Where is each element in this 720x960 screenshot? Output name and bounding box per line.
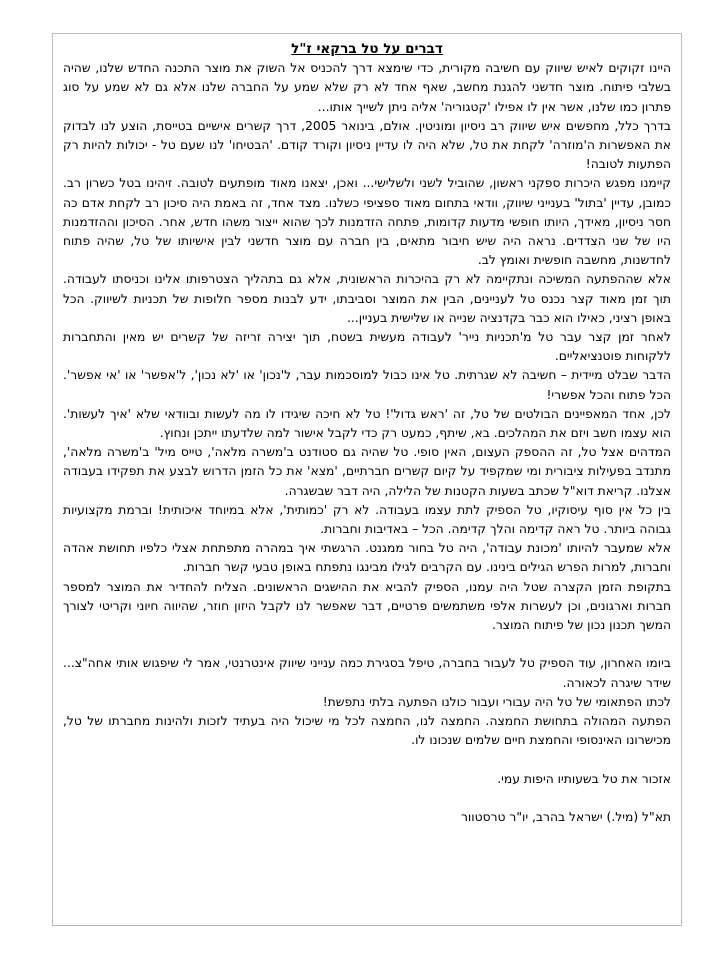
- paragraph-12: ביומו האחרון, עוד הספיק טל לעבור בחברה, טיפל בסגירת כמה ענייני שיווק אינטרנטי, אמר לי שיפגוש אותי אחה"צ... שידר שיגרה לכאורה.: [63, 656, 671, 690]
- paragraph-1: היינו זקוקים לאיש שיווק עם חשיבה מקורית, כדי שימצא דרך להכניס אל השוק את מוצר התכנה החדש שלנו, שהיה בשלבי פיתוח. מוצר חדשני להגנת מחשב, שאף אחד לא רק שלא שמע על החברה שלנו אלא גם לא שמע על סוג פתרון כמו שלנו, אשר אין לו אפילו 'קטגוריה' אליה ניתן לשייך אותו...: [63, 61, 671, 114]
- paragraph-2: בדרך כלל, מחפשים איש שיווק רב ניסיון ומוניטין. אולם, בינואר 2005, דרך קשרים אישיים בטייסת, הוצע לנו לבדוק את האפשרות ה'מוזרה' לקחת את טל, שלא היה לו עדיין ניסיון וקורד קודם. 'הבטיחו' לנו שעם טל - יכולות להיות רק הפתעות לטובה!: [63, 118, 671, 172]
- paragraph-11: בתקופת הזמן הקצרה שטל היה עמנו, הספיק להביא את ההישגים הראשונים. הצליח להחדיר את המוצר למספר חברות וארגונים, וכן לעשרות אלפי משתמשים פרטיים, דבר שאפשר לנו לקבל היזון חוזר, שהיווה חיוני וקריטי לצורך המשך תכנון נכון של פיתוח המוצר.: [63, 579, 671, 633]
- signature-line: תא"ל (מיל.) ישראל בהרב, יו"ר טרסטוור: [460, 810, 671, 825]
- paragraph-5: לאחר זמן קצר עבר טל מ'תכניות נייר' לעבודה מעשית בשטח, תוך יצירה זריזה של קשרים יש מאין והתחברות ללקוחות פוטנציאליים.: [63, 330, 671, 364]
- paragraph-spacer: [63, 751, 671, 770]
- paragraph-9: בין כל אין סוף עיסוקיו, טל הספיק לתת עצמו בעבודה. לא רק 'כמותית', אלא במיוחד איכותית! וברמת מקצועיות גבוהה ביותר. טל ראה קדימה והלך קדימה. הכל – באדיבות וחברות.: [63, 502, 671, 537]
- paragraph-3: קיימנו מפגש היכרות ספקני ראשון, שהוביל לשני ולשלישי... ואכן, יצאנו מאוד מופתעים לטובה. זיהינו בטל כשרון רב. כמובן, עדיין 'בתול' בענייני שיווק, וודאי בתחום מאוד ספציפי כשלנו. מצד אחד, זה באמת היה סיכון רב לקחת אדם כה חסר ניסיון, מאידך, היותו חופשי מדעות קדומות, פתחה הזדמנות לכך שהוא ייצור משהו חדש, אחר. הסיכון וההזדמנות היו של שני הצדדים. נראה היה שיש חיבור מתאים, בין חברה עם מוצר חדשני לבין אישיותו של טל, שהיה פתוח לחדשנות, מחשבה חופשית ואומץ לב.: [63, 176, 671, 268]
- document-page: [52, 33, 682, 926]
- paragraph-10: אלא שמעבר להיותו 'מכונת עבודה', היה טל בחור ממגנט. הרגשתי איך במהרה מתפתחת אצלי כלפיו תחושת אהדה וחברות, למרות הפרש הגילים בינינו. עם הקרבים לגילו מבינגו נתפתח באופן טבעי קשר חברות.: [63, 541, 671, 575]
- paragraph-7: לכן, אחד המאפיינים הבולטים של טל, זה 'ראש גדול'! טל לא חיכה שיגידו לו מה לעשות ובוודאי שלא 'איך לעשות'. הוא עצמו חשב ויזם את המהלכים. בא, שיתף, כמעט רק כדי לקבל אישור למה שלדעתו ייתכן ונחוץ.: [63, 406, 671, 441]
- document-body: [63, 40, 671, 827]
- paragraph-14: הפתעה המהולה בתחושת החמצה. החמצה לנו, החמצה לכל מי שיכול היה בעתיד לזכות ולהינות מחברתו של טל, מכישרונו האינסופי והחמצת חיים שלמים שנכונו לו.: [63, 714, 671, 748]
- paragraph-spacer: [63, 635, 671, 654]
- paragraph-4: אלא שההפתעה המשיכה ונתקיימה לא רק בהיכרות הראשונית, אלא גם בתהליך הצטרפותו אלינו וכניסתו לעבודה. תוך זמן מאוד קצר נכנס טל לעניינים, הבין את המוצר וסביבתו, ידע לבנות מספר חלופות של תכניות לשיווק. הכל באופן רציני, כאילו הוא כבר בקדנציה שנייה או שלישית בעניין...: [63, 272, 671, 325]
- closing-line: אזכור את טל בשעותיו היפות עמי.: [497, 771, 671, 786]
- paragraph-13: לכתו הפתאומי של טל היה עבורי ועבור כולנו הפתעה בלתי נתפשת!: [322, 694, 671, 709]
- document-title: דברים על טל ברקאי ז"ל: [291, 41, 443, 57]
- paragraph-6: הדבר שבלט מיידית – חשיבה לא שגרתית. טל אינו כבול למוסכמות עבר, ל'נכון' או 'לא נכון', ל'אפשר' או 'אי אפשר'. הכל פתוח והכל אפשרי!: [63, 368, 671, 402]
- paragraph-spacer: [63, 789, 671, 808]
- paragraph-8: המדהים אצל טל, זה ההספק העצום, האין סופי. טל שהיה גם סטודנט ב'משרה מלאה', טייס מיל' ב'משרה מלאה', מתנדב בפעילות ציבורית ומי שמקפיד על קיום קשרים חברתיים, 'מצא' את כל הזמן הדרוש לבצע את תפקידו בעבודה אצלנו. קריאת דוא"ל שכתב בשעות הקטנות של הלילה, היה דבר שבשגרה.: [63, 445, 671, 498]
